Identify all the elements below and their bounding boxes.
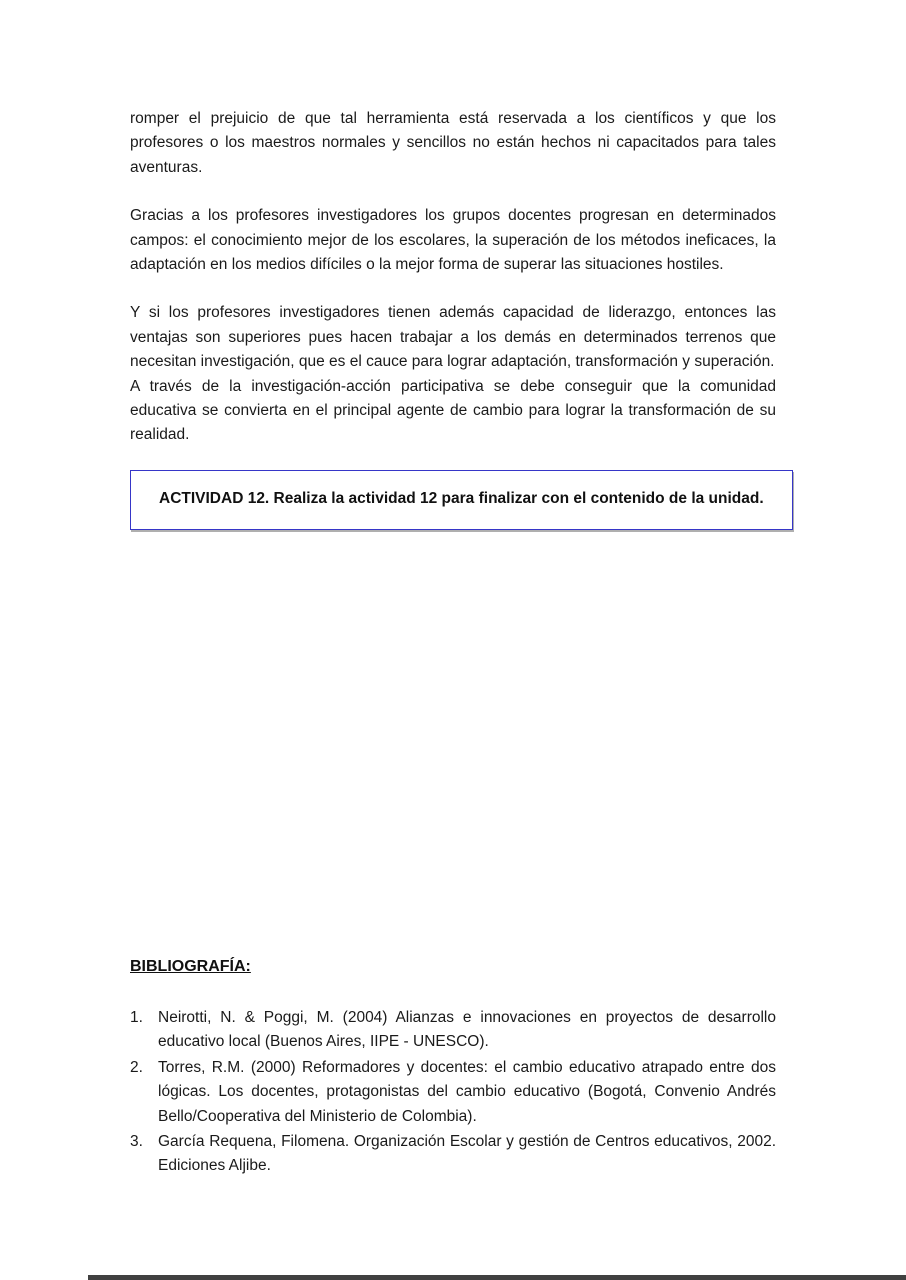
bibliography-list [130, 1006, 776, 1179]
page-bottom-edge [88, 1275, 906, 1280]
bibliography-item-number: 1. [130, 1009, 143, 1026]
bibliography-item-number: 3. [130, 1133, 143, 1151]
bibliography-item [130, 1006, 776, 1055]
activity-box [130, 470, 793, 531]
paragraph: A través de la investigación-acción participativa se debe conseguir que la comunidad educativa se convierta en el principal agente de cambio para lograr la transformación de su realidad. [130, 377, 776, 444]
bibliography-item [130, 1130, 776, 1179]
activity-box-text: ACTIVIDAD 12. Realiza la actividad 12 para finalizar con el contenido de la unidad. [159, 489, 764, 507]
bibliography-item-text: Neirotti, N. & Poggi, M. (2004) Alianzas e innovaciones en proyectos de desarrollo educativo local (Buenos Aires, IIPE - UNESCO). [158, 1009, 776, 1051]
body-text-block [130, 107, 776, 530]
bibliography-item-number: 2. [130, 1058, 143, 1076]
bibliography-heading: BIBLIOGRAFÍA: [130, 958, 251, 975]
paragraph: romper el prejuicio de que tal herramienta está reservada a los científicos y que los profesores o los maestros normales y sencillos no están hechos ni capacitados para tales aventuras. [130, 110, 776, 176]
bibliography-item-text: Torres, R.M. (2000) Reformadores y docentes: el cambio educativo atrapado entre dos lógicas. Los docentes, protagonistas del cambio educativo (Bogotá, Convenio Andrés Bello/Cooperativa del Ministerio de Colombia). [158, 1058, 776, 1125]
paragraph: Gracias a los profesores investigadores los grupos docentes progresan en determinados campos: el conocimiento mejor de los escolares, la superación de los métodos ineficaces, la adaptación en los medios difíciles o la mejor forma de superar las situaciones hostiles. [130, 207, 776, 274]
bibliography-item-text: García Requena, Filomena. Organización Escolar y gestión de Centros educativos, 2002. Ediciones Aljibe. [158, 1133, 776, 1175]
bibliography-section [130, 958, 776, 1180]
bibliography-item [130, 1056, 776, 1129]
paragraph: Y si los profesores investigadores tienen además capacidad de liderazgo, entonces las ventajas son superiores pues hacen trabajar a los demás en determinados terrenos que necesitan investigación, que es el cauce para lograr adaptación, transformación y superación. [130, 304, 776, 371]
